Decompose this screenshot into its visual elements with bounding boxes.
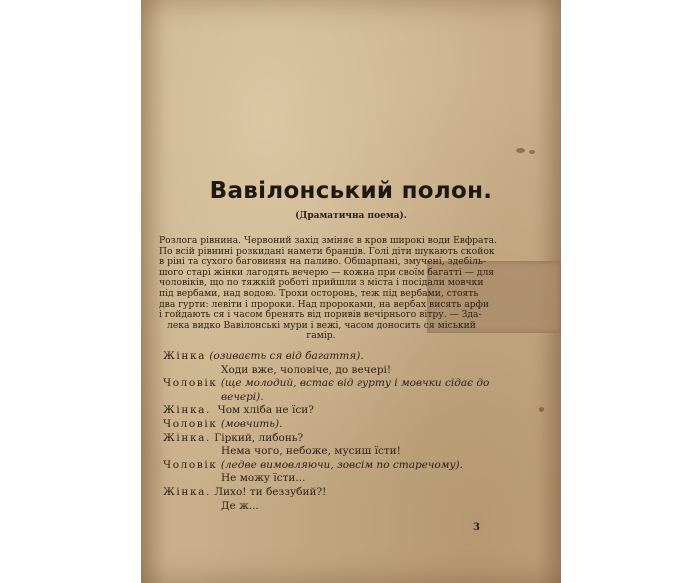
- intro-line: в ріні та сухого баговиння на паливо. Обшарпані, змучені, здебіль-: [159, 256, 487, 268]
- punct: .: [459, 458, 463, 471]
- dialogue-block: [163, 350, 503, 513]
- stage-direction: (ще молодий, встає від гурту і мовчки сідає до: [220, 377, 490, 390]
- speaker-name: Чоловік: [163, 377, 218, 390]
- speech-text: Гіркий, либонь?: [214, 431, 304, 444]
- intro-line: гамір.: [306, 330, 336, 342]
- intro-line: лека видко Вавілонські мури і вежі, часом доносить ся міський: [167, 319, 476, 331]
- intro-line: шого старі жінки лагодять вечерю — кожна при своїм багатті — для: [159, 266, 495, 278]
- speaker-name: Жінка: [163, 350, 206, 362]
- dialogue-line: [163, 391, 503, 405]
- intro-line: По всій рівнині розкидані намети бранців. Голі діти шукають скойок: [159, 245, 495, 257]
- intro-line: Розлога рівнина. Червоний захід зміняє в кров широкі води Евфрата.: [159, 235, 497, 246]
- stage-direction: (мовчить): [220, 417, 280, 430]
- dialogue-line: [163, 377, 503, 391]
- stain-spot: [516, 148, 525, 153]
- dialogue-line: [163, 404, 503, 418]
- dialogue-line: [163, 500, 503, 514]
- speaker-name: Чоловік: [163, 417, 218, 430]
- punct: .: [260, 390, 264, 403]
- dialogue-line: [163, 364, 503, 378]
- dialogue-line: [163, 459, 503, 473]
- dialogue-line: [163, 418, 503, 432]
- dialogue-line: [163, 445, 503, 459]
- speech-text: Де ж...: [221, 499, 259, 512]
- poem-subtitle: (Драматична поема).: [295, 211, 407, 221]
- poem-title: Вавілонський полон.: [209, 178, 493, 204]
- speaker-name: Чоловік: [163, 458, 218, 471]
- stain-spot: [539, 407, 544, 412]
- speech-text: Нема чого, небоже, мусиш їсти!: [221, 445, 401, 458]
- punct: .: [360, 350, 364, 362]
- stage-direction-intro: [159, 235, 497, 342]
- speech-text: Лихо! ти беззубий?!: [214, 485, 327, 498]
- stage-direction: (озиваєть ся від багаття): [209, 350, 361, 362]
- speaker-name: Жінка.: [163, 485, 211, 498]
- dialogue-line: [163, 486, 503, 500]
- page-number: 3: [473, 522, 480, 533]
- punct: .: [279, 417, 283, 430]
- book-page: [141, 0, 561, 583]
- intro-line: і гойдають ся і часом бренять від поривів вечірнього вітру. — Зда-: [159, 309, 482, 321]
- intro-line: чоловіків, що по тяжкій роботі прийшли з міста і посідали мовчки: [159, 277, 484, 289]
- stain-spot: [529, 150, 535, 154]
- intro-line: під вербами, над водою. Трохи осторонь, теж під вербами, стоять: [159, 287, 479, 299]
- speaker-name: Жінка.: [163, 404, 211, 417]
- intro-line: два гурти: левіти і пророки. Над пророками, на вербах висять арфи: [159, 298, 489, 310]
- stage-direction: (ледве вимовляючи, зовсім по старечому): [220, 458, 460, 471]
- speech-text: Ходи вже, чоловіче, до вечері!: [221, 363, 392, 376]
- stage-direction: вечері): [221, 390, 261, 403]
- dialogue-line: [163, 432, 503, 446]
- speaker-name: Жінка.: [163, 431, 211, 444]
- speech-text: Не можу їсти...: [221, 472, 306, 485]
- dialogue-line: [163, 350, 503, 364]
- dialogue-line: [163, 472, 503, 486]
- speech-text: Чом хліба не їси?: [217, 404, 314, 417]
